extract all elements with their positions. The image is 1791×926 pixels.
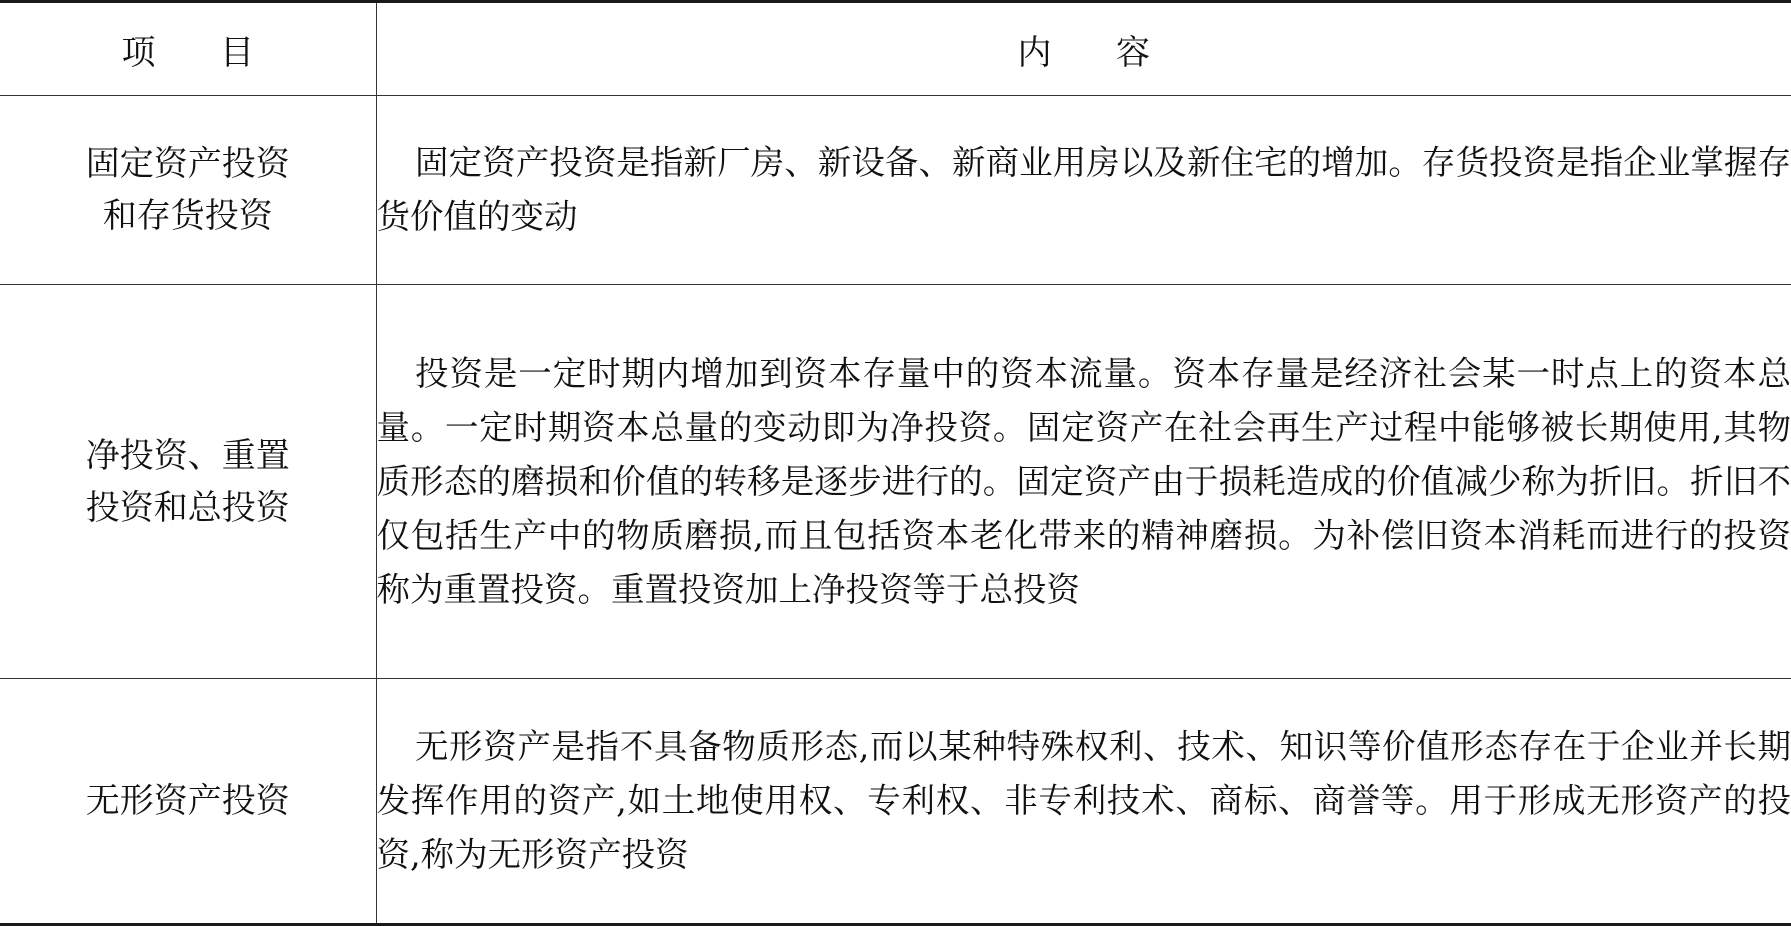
table-header-row	[0, 2, 1791, 96]
row-content-cell	[376, 285, 1791, 679]
row-item-cell	[0, 285, 376, 679]
header-content-label: 内容	[1017, 25, 1214, 74]
row-content-text: 投资是一定时期内增加到资本存量中的资本流量。资本存量是经济社会某一时点上的资本总量。一定时期资本总量的变动即为净投资。固定资产在社会再生产过程中能够被长期使用,其物质形态的磨损和价值的转移是逐步进行的。固定资产由于损耗造成的价值减少称为折旧。折旧不仅包括生产中的物质磨损,而且包括资本老化带来的精神磨损。为补偿旧资本消耗而进行的投资称为重置投资。重置投资加上净投资等于总投资	[377, 347, 1791, 617]
header-content-cell	[376, 2, 1791, 96]
row-item-label: 无形资产投资	[73, 775, 303, 827]
table-row	[0, 679, 1791, 925]
row-content-cell	[376, 679, 1791, 925]
table-row	[0, 285, 1791, 679]
row-item-cell	[0, 679, 376, 925]
row-item-cell	[0, 96, 376, 285]
header-item-label: 项目	[121, 25, 318, 74]
row-content-text: 无形资产是指不具备物质形态,而以某种特殊权利、技术、知识等价值形态存在于企业并长期发挥作用的资产,如土地使用权、专利权、非专利技术、商标、商誉等。用于形成无形资产的投资,称为无形资产投资	[377, 720, 1791, 882]
table-row	[0, 96, 1791, 285]
row-content-cell	[376, 96, 1791, 285]
row-content-text: 固定资产投资是指新厂房、新设备、新商业用房以及新住宅的增加。存货投资是指企业掌握存货价值的变动	[377, 136, 1791, 244]
header-item-cell	[0, 2, 376, 96]
row-item-label: 净投资、重置投资和总投资	[73, 430, 303, 534]
row-item-label: 固定资产投资和存货投资	[73, 138, 303, 242]
